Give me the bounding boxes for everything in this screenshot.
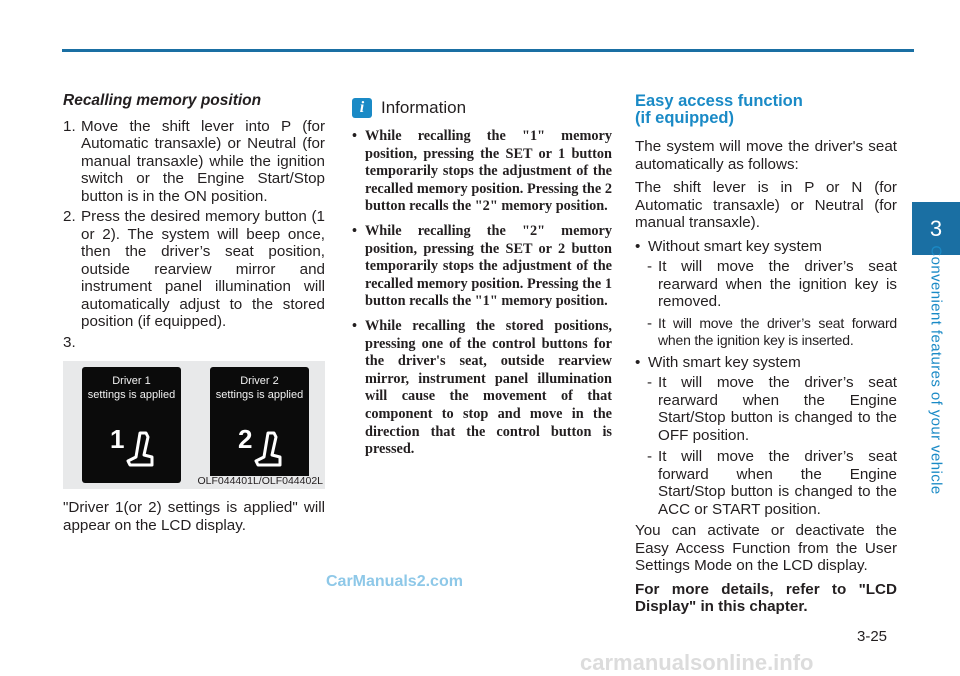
step-number: 2.	[63, 208, 76, 225]
seat-shape-icon	[122, 431, 154, 469]
seat-icon	[238, 425, 282, 469]
heading-line-2: (if equipped)	[635, 109, 734, 127]
lcd-screen-driver-2	[210, 367, 309, 483]
dash-icon: -	[647, 448, 653, 465]
dash-icon: -	[647, 258, 653, 275]
info-bullet-1	[352, 128, 612, 216]
bullet-text: While recalling the "2" memory position, pressing the SET or 2 button temporarily stops the adjustment of the recalled memory position. Pressing the 1 button recalls the "1" memory position.	[365, 222, 612, 310]
bullet-icon: •	[635, 237, 641, 255]
bullet-icon: •	[352, 317, 358, 334]
dash-icon: -	[647, 314, 653, 332]
step-1	[63, 118, 325, 206]
bullet-icon: •	[352, 222, 358, 239]
paragraph-activation: You can activate or deactivate the Easy Access Function from the User Settings Mode on the LCD display.	[635, 522, 897, 574]
seat-icon	[110, 425, 154, 469]
info-icon: i	[352, 98, 372, 118]
screen-line-1: Driver 1	[112, 375, 151, 387]
seat-memory-number: 1	[110, 424, 125, 454]
watermark-footer: carmanualsonline.info	[580, 650, 814, 675]
step-3	[63, 334, 325, 352]
easy-access-heading	[635, 93, 897, 127]
sub-item-text: It will move the driver’s seat rearward when the Engine Start/Stop button is changed to the OFF position.	[658, 374, 897, 444]
figure-code: OLF044401L/OLF044402L	[197, 475, 323, 487]
step-text: Press the desired memory button (1 or 2). The system will beep once, then the driver’s seat position, outside rearview mirror and instrument panel illumination will automatically adjust to the stored position (if equipped).	[81, 208, 325, 330]
seat-memory-number: 2	[238, 424, 253, 454]
screen-line-2: settings is applied	[87, 389, 176, 401]
page-number: 3-25	[857, 628, 888, 645]
screen-line-2: settings is applied	[215, 389, 304, 401]
chapter-tab: 3	[912, 202, 960, 255]
step-text	[81, 334, 325, 352]
step-number: 1.	[63, 117, 76, 135]
info-bullet-3	[352, 318, 612, 459]
sub-item-text: It will move the driver’s seat forward when the ignition key is inserted.	[658, 314, 897, 348]
bullet-text: While recalling the stored positions, pressing one of the control buttons for the driver's seat, outside rearview mirror, instrument panel illumination will cause the movement of that component to stop and move in the direction that the control button is pressed.	[365, 317, 612, 458]
information-title: Information	[381, 98, 467, 118]
seat-shape-icon	[250, 431, 282, 469]
column-information	[352, 98, 612, 466]
bullet-icon: •	[352, 128, 358, 144]
information-header	[352, 98, 612, 118]
step-text: Move the shift lever into P (for Automatic transaxle) or Neutral (for manual transaxle) while the ignition switch or the Engine Start/Stop button is in the ON position.	[81, 117, 325, 205]
sub-item-text: It will move the driver’s seat forward when the Engine Start/Stop button is changed to the ACC or START position.	[658, 448, 897, 518]
sub-item	[647, 315, 897, 350]
dash-icon: -	[647, 374, 653, 391]
watermark-link[interactable]: CarManuals2.com	[326, 573, 463, 590]
sub-item-text: It will move the driver’s seat rearward when the ignition key is removed.	[658, 258, 897, 310]
bullet-text: With smart key system	[648, 353, 801, 371]
bullet-text: While recalling the "1" memory position, pressing the SET or 1 button temporarily stops the adjustment of the recalled memory position. Pressing the 2 button recalls the "2" memory position.	[365, 128, 612, 215]
bullet-with-smart-key	[635, 354, 897, 372]
sub-item	[647, 258, 897, 311]
sub-item	[647, 374, 897, 444]
bullet-icon: •	[635, 353, 641, 371]
step-2	[63, 208, 325, 331]
heading-line-1: Easy access function	[635, 92, 803, 110]
info-bullet-2	[352, 223, 612, 311]
paragraph-reference: For more details, refer to "LCD Display" in this chapter.	[635, 580, 897, 615]
section-heading: Recalling memory position	[63, 92, 262, 109]
screen-line-1: Driver 2	[240, 375, 279, 387]
step-number: 3.	[63, 333, 76, 351]
chapter-title: Convenient features of your vehicle	[927, 245, 945, 495]
bullet-without-smart-key	[635, 238, 897, 256]
lcd-screen-driver-1	[82, 367, 181, 483]
bullet-text: Without smart key system	[648, 237, 822, 255]
lcd-figure	[63, 361, 325, 489]
column-recalling-memory	[63, 92, 325, 534]
paragraph-intro: The system will move the driver's seat automatically as follows:	[635, 138, 897, 173]
paragraph-condition: The shift lever is in P or N (for Automatic transaxle) or Neutral (for manual transaxle).	[635, 179, 897, 231]
lcd-message-note: "Driver 1(or 2) settings is applied" will appear on the LCD display.	[63, 499, 325, 534]
sub-item	[647, 448, 897, 518]
column-easy-access	[635, 93, 897, 622]
top-rule	[62, 49, 914, 52]
